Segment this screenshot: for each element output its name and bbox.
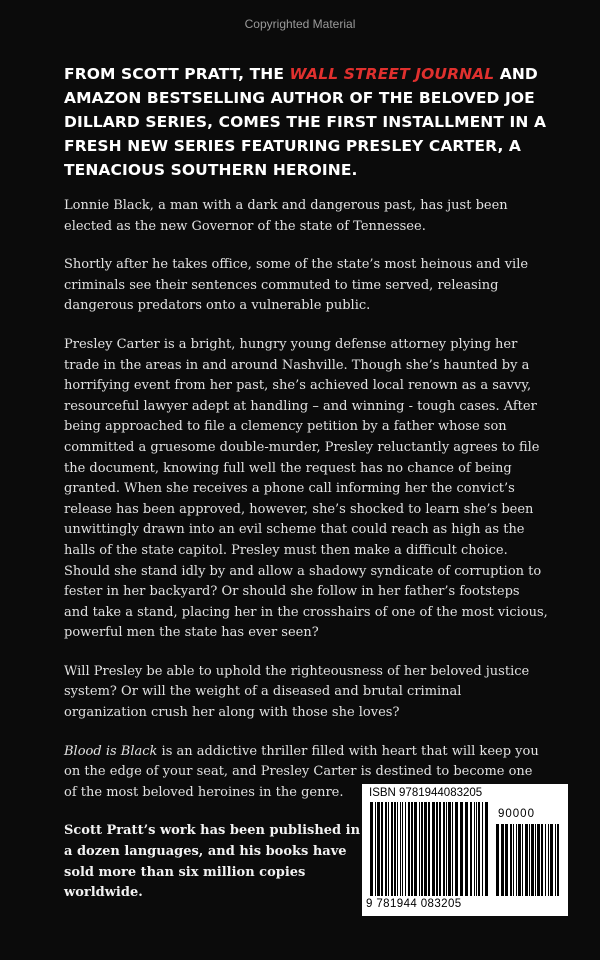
barcode-bar (446, 802, 447, 896)
barcode-bar (385, 802, 387, 896)
barcode-bar (529, 824, 530, 896)
barcode-bar (465, 802, 468, 896)
paragraph-1: Lonnie Black, a man with a dark and dangerous past, has just been elected as the new Governor of the state of Tennessee. (64, 198, 508, 234)
barcode-bar (375, 802, 376, 896)
barcode-bar (474, 802, 475, 896)
barcode-bar (537, 824, 540, 896)
addon-barcode (496, 824, 559, 896)
barcode-bar (470, 802, 472, 896)
barcode-bar (388, 802, 389, 896)
main-barcode (370, 802, 488, 896)
barcode-bar (439, 802, 441, 896)
back-cover-text (64, 62, 548, 904)
barcode-bar (424, 802, 427, 896)
barcode-bar (452, 802, 453, 896)
barcode-bar (518, 824, 521, 896)
barcode-bar (505, 824, 508, 896)
barcode-bar (394, 802, 396, 896)
barcode-bar (421, 802, 423, 896)
barcode-digits: 9 781944 083205 (366, 898, 462, 910)
headline-lead: FROM SCOTT PRATT, THE (64, 65, 290, 83)
barcode-bar (513, 824, 514, 896)
barcode-bar (545, 824, 546, 896)
barcode-bar (370, 802, 373, 896)
barcode-bar (455, 802, 458, 896)
barcode-bar (478, 802, 480, 896)
barcode-bar (522, 824, 523, 896)
paragraph-5-text: is an addictive thriller filled with heart that will keep you on the edge of your seat, and Presley Carter is destined to become one of the most beloved heroines in the genre. (64, 743, 539, 800)
barcode-bar (411, 802, 413, 896)
barcode-bar (377, 802, 380, 896)
barcode-bar (482, 802, 483, 896)
barcode-bar (555, 824, 556, 896)
barcode-bar (402, 802, 403, 896)
barcode-bar (501, 824, 504, 896)
barcode-bar (557, 824, 559, 896)
isbn-barcode (362, 784, 568, 916)
barcode-bar (496, 824, 499, 896)
barcode-bar (510, 824, 512, 896)
barcode-bar (443, 802, 445, 896)
barcode-bar (419, 802, 420, 896)
barcode-bar (460, 802, 463, 896)
author-bio: Scott Pratt’s work has been published in a dozen languages, and his books have sold more than six million copies worldwide. (64, 823, 361, 901)
barcode-bar (436, 802, 438, 896)
book-title: Blood is Black (64, 743, 158, 759)
barcode-bar (550, 824, 553, 896)
barcode-bar (391, 802, 393, 896)
barcode-bar (476, 802, 477, 896)
barcode-bar (525, 824, 528, 896)
barcode-bar (405, 802, 406, 896)
barcode-bar (397, 802, 398, 896)
barcode-bar (408, 802, 410, 896)
barcode-bar (400, 802, 401, 896)
barcode-bars (362, 784, 568, 916)
isbn-label: ISBN 9781944083205 (369, 787, 483, 799)
paragraph-2: Shortly after he takes office, some of the state’s most heinous and vile criminals see their sentences commuted to time served, releasing dangerous predators onto a vulnerable public. (64, 257, 529, 314)
paragraph-4: Will Presley be able to uphold the righteousness of her beloved justice system? Or will the weight of a diseased and brutal criminal organization crush her along with those she loves? (64, 663, 530, 721)
barcode-bar (448, 802, 451, 896)
barcode-bar (516, 824, 517, 896)
barcode-bar (414, 802, 417, 896)
barcode-bar (485, 802, 488, 896)
barcode-bar (531, 824, 534, 896)
barcode-bar (432, 802, 435, 896)
paragraph-3: Presley Carter is a bright, hungry young defense attorney plying her trade in the areas in and around Nashville. Though she’s haunted by a horrifying event from her past, she’s achieved local renown as a savvy, resourceful lawyer adept at handling – and winning - tough cases. After being approached to file a clemency petition by a father whose son committed a gruesome double-murder, Presley reluctantly agrees to file the document, knowing full well the request has no chance of being granted. When she receives a phone call informing her the convict’s release has been approved, however, she’s shocked to learn she’s been unwittingly drawn into an evil scheme that could reach as high as the halls of the state capitol. Presley must then make a difficult choice. Should she stand idly by and allow a shadowy syndicate of corruption to fester in her backyard? Or should she follow in her father’s footsteps and take a stand, placing her in the crosshairs of one of the most vicious, powerful men the state has ever seen? (64, 336, 548, 641)
barcode-bar (381, 802, 383, 896)
barcode-bar (428, 802, 430, 896)
price-addon-label: 90000 (498, 808, 535, 820)
copyright-watermark-top: Copyrighted Material (244, 17, 356, 31)
barcode-bar (548, 824, 549, 896)
barcode-bar (535, 824, 536, 896)
headline-rest: AND AMAZON BESTSELLING AUTHOR OF THE BELOVED JOE DILLARD SERIES, COMES THE FIRST INSTALLMENT IN A FRESH NEW SERIES FEATURING PRESLEY CARTER, A TENACIOUS SOUTHERN HEROINE. (64, 65, 547, 179)
headline-highlight: WALL STREET JOURNAL (289, 65, 495, 83)
barcode-bar (541, 824, 543, 896)
headline (64, 62, 548, 182)
